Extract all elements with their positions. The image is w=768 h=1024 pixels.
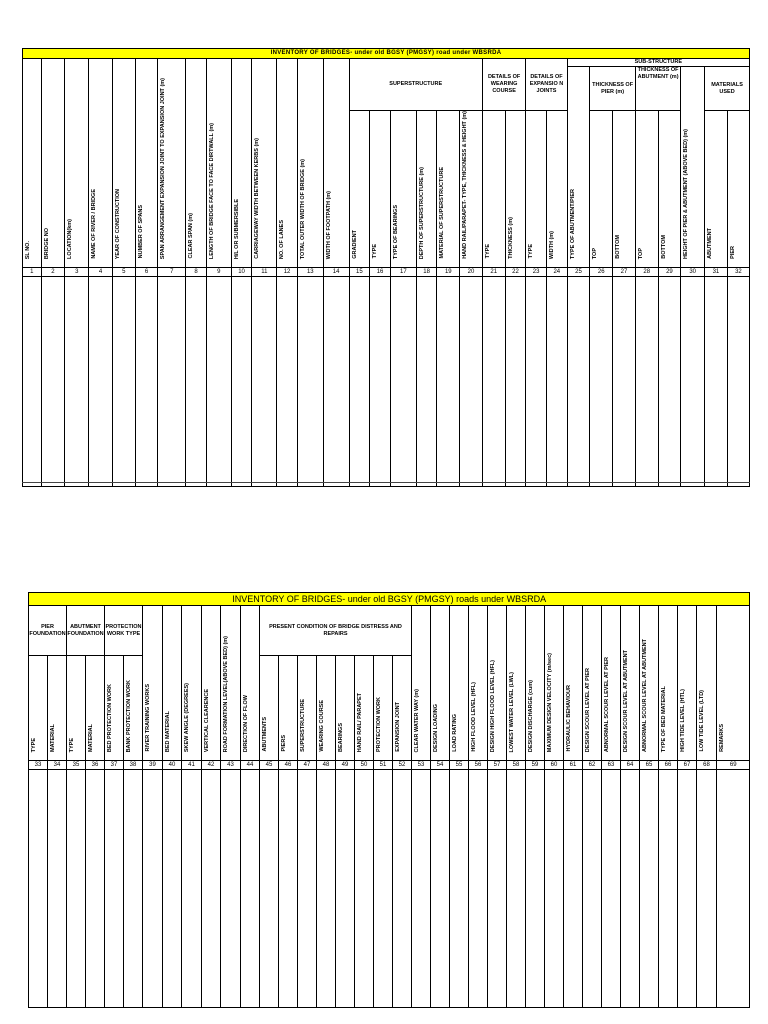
column-number: 31 — [705, 267, 728, 276]
col-header: WIDTH (m) — [546, 111, 567, 268]
table-1-title: INVENTORY OF BRIDGES- under old BGSY (PMGSY) road under WBSRDA — [23, 49, 750, 59]
data-cell[interactable] — [323, 276, 349, 486]
col-header: CLEAR WATER WAY (m) — [412, 606, 431, 761]
data-cell[interactable] — [507, 770, 526, 1008]
data-cell[interactable] — [697, 770, 717, 1008]
col-header: BED MATERIAL — [163, 606, 182, 761]
col-header: RIVER TRAINING WORKS — [143, 606, 163, 761]
data-cell[interactable] — [89, 276, 113, 486]
col-header: HYDRAULIC BEHAVIOUR — [564, 606, 583, 761]
col-header: VERTICAL CLEARENCE — [202, 606, 221, 761]
column-number: 62 — [583, 761, 602, 770]
data-cell[interactable] — [65, 276, 89, 486]
col-header: TYPE OF BED MATERIAL — [659, 606, 678, 761]
data-cell[interactable] — [206, 276, 231, 486]
data-cell[interactable] — [336, 770, 355, 1008]
table-2-empty-body — [29, 770, 750, 1008]
col-header: SPAN ARRANGEMENT EXPANSION JOINT TO EXPANSION JOINT (m) — [158, 59, 186, 268]
col-header: EXPANSION JOINT — [393, 656, 412, 761]
column-number: 33 — [29, 761, 48, 770]
column-number: 57 — [488, 761, 507, 770]
data-cell[interactable] — [41, 276, 65, 486]
col-header: NUMBER OF SPANS — [135, 59, 158, 268]
column-number: 69 — [717, 761, 750, 770]
col-header: PROTECTION WORK — [374, 656, 393, 761]
data-cell[interactable] — [390, 276, 416, 486]
col-header: HIGH TIDE LEVEL (HTL) — [678, 606, 697, 761]
data-cell[interactable] — [67, 770, 86, 1008]
data-cell[interactable] — [681, 276, 705, 486]
col-header: PIER — [727, 111, 749, 268]
data-cell[interactable] — [124, 770, 143, 1008]
col-header: BOTTOM — [613, 111, 636, 268]
column-number: 24 — [546, 267, 567, 276]
col-header: DESIGN SCOUR LEVEL AT ABUTMENT — [621, 606, 640, 761]
column-number: 51 — [374, 761, 393, 770]
data-cell[interactable] — [640, 770, 659, 1008]
column-number: 3 — [65, 267, 89, 276]
column-number: 6 — [135, 267, 158, 276]
column-number: 54 — [431, 761, 450, 770]
col-header: TOP — [635, 111, 658, 268]
column-number: 60 — [545, 761, 564, 770]
col-header: LOCATION(km) — [65, 59, 89, 268]
column-number: 48 — [317, 761, 336, 770]
col-header: HIGH FLOOD LEVEL (HFL) — [469, 606, 488, 761]
col-header: TYPE OF BEARINGS — [390, 111, 416, 268]
column-number: 27 — [613, 267, 636, 276]
col-header: BOTTOM — [658, 111, 681, 268]
group-superstructure: SUPERSTRUCTURE — [349, 59, 482, 111]
col-header: WIDTH OF FOOTPATH (m) — [323, 59, 349, 268]
column-number: 1 — [23, 267, 42, 276]
column-number: 7 — [158, 267, 186, 276]
col-header: SKEW ANGLE (DEGREES) — [182, 606, 202, 761]
col-header: MAXIMUM DESIGN VELOCITY (m/sec) — [545, 606, 564, 761]
data-cell[interactable] — [505, 276, 526, 486]
col-header: ABUTMENTS — [260, 656, 279, 761]
data-cell[interactable] — [105, 770, 124, 1008]
data-cell[interactable] — [659, 770, 678, 1008]
column-number: 11 — [252, 267, 277, 276]
page-divider — [22, 482, 750, 483]
data-cell[interactable] — [717, 770, 750, 1008]
data-cell[interactable] — [526, 276, 547, 486]
data-cell[interactable] — [317, 770, 336, 1008]
col-header: LOAD RATING — [450, 606, 469, 761]
column-number: 36 — [86, 761, 105, 770]
column-number: 18 — [416, 267, 437, 276]
col-header: TYPE — [370, 111, 391, 268]
data-cell[interactable] — [231, 276, 252, 486]
col-header: H/L OR SUBMERSIBLE — [231, 59, 252, 268]
column-number: 68 — [697, 761, 717, 770]
col-header: TOTAL OUTER WIDTH OF BRIDGE (m) — [297, 59, 323, 268]
col-header: LOWEST WATER LEVEL (LWL) — [507, 606, 526, 761]
column-number: 30 — [681, 267, 705, 276]
col-header: THICKNESS (m) — [505, 111, 526, 268]
column-number: 20 — [460, 267, 483, 276]
data-cell[interactable] — [297, 276, 323, 486]
column-number: 63 — [602, 761, 621, 770]
data-cell[interactable] — [469, 770, 488, 1008]
data-cell[interactable] — [564, 770, 583, 1008]
col-header: TYPE — [526, 111, 547, 268]
group-expansion-joints: DETAILS OF EXPANSIO N JOINTS — [526, 59, 567, 111]
column-number: 50 — [355, 761, 374, 770]
column-number: 32 — [727, 267, 749, 276]
col-header: MATERIAL — [48, 656, 67, 761]
column-number: 42 — [202, 761, 221, 770]
data-cell[interactable] — [437, 276, 460, 486]
data-cell[interactable] — [488, 770, 507, 1008]
column-number: 14 — [323, 267, 349, 276]
data-cell[interactable] — [412, 770, 431, 1008]
data-cell[interactable] — [355, 770, 374, 1008]
data-cell[interactable] — [186, 276, 207, 486]
column-number: 34 — [48, 761, 67, 770]
data-cell[interactable] — [431, 770, 450, 1008]
column-number: 23 — [526, 267, 547, 276]
col-header: DESIGN HIGH FLOOD LEVEL (HFL) — [488, 606, 507, 761]
bridge-inventory-table-2 — [28, 592, 750, 1008]
col-header: TYPE OF ABUTMENT/PIER — [567, 67, 590, 268]
data-cell[interactable] — [374, 770, 393, 1008]
data-cell[interactable] — [86, 770, 105, 1008]
column-number: 25 — [567, 267, 590, 276]
data-cell[interactable] — [202, 770, 221, 1008]
data-cell[interactable] — [349, 276, 370, 486]
column-number-row — [23, 267, 750, 276]
column-number: 45 — [260, 761, 279, 770]
data-cell[interactable] — [678, 770, 697, 1008]
column-number: 29 — [658, 267, 681, 276]
col-header: PIERS — [279, 656, 298, 761]
column-number: 44 — [241, 761, 260, 770]
column-number: 59 — [526, 761, 545, 770]
group-present-condition: PRESENT CONDITION OF BRIDGE DISTRESS AND REPAIRS — [260, 606, 412, 656]
column-number: 9 — [206, 267, 231, 276]
column-number: 52 — [393, 761, 412, 770]
group-substructure: SUB-STRUCTURE — [567, 59, 749, 67]
column-number: 19 — [437, 267, 460, 276]
table-1-empty-body — [23, 276, 750, 486]
data-cell[interactable] — [298, 770, 317, 1008]
data-cell[interactable] — [135, 276, 158, 486]
column-number: 28 — [635, 267, 658, 276]
column-number: 2 — [41, 267, 65, 276]
data-cell[interactable] — [143, 770, 163, 1008]
data-cell[interactable] — [658, 276, 681, 486]
column-number: 39 — [143, 761, 163, 770]
column-number: 8 — [186, 267, 207, 276]
column-number: 49 — [336, 761, 355, 770]
data-cell[interactable] — [252, 276, 277, 486]
data-cell[interactable] — [277, 276, 298, 486]
column-number: 43 — [221, 761, 241, 770]
data-cell[interactable] — [482, 276, 505, 486]
data-cell[interactable] — [526, 770, 545, 1008]
data-cell[interactable] — [23, 276, 42, 486]
data-cell[interactable] — [370, 276, 391, 486]
col-header: HAND RAIL/PARAPET- TYPE, THICKNESS & HEIGHT (m) — [460, 111, 483, 268]
col-header: NO. OF LANES — [277, 59, 298, 268]
column-number: 66 — [659, 761, 678, 770]
bridge-inventory-table-1 — [22, 48, 750, 487]
col-header: LOW TIDE LEVEL (LTD) — [697, 606, 717, 761]
data-cell[interactable] — [545, 770, 564, 1008]
column-number: 46 — [279, 761, 298, 770]
table-2-title: INVENTORY OF BRIDGES- under old BGSY (PMGSY) roads under WBSRDA — [29, 593, 750, 606]
col-header: DESIGN DISCHARGE (cum) — [526, 606, 545, 761]
col-header: CARRIAGEWAY WIDTH BETWEEN KERBS (m) — [252, 59, 277, 268]
group-wearing-course: DETAILS OF WEARING COURSE — [482, 59, 525, 111]
col-header: BRIDGE NO — [41, 59, 65, 268]
column-number: 21 — [482, 267, 505, 276]
group-abutment-thickness: THICKNESS OF ABUTMENT (m) — [635, 67, 680, 111]
data-cell[interactable] — [590, 276, 613, 486]
col-header: REMARKS — [717, 606, 750, 761]
column-number: 4 — [89, 267, 113, 276]
group-pier-thickness: THICKNESS OF PIER (m) — [590, 67, 635, 111]
col-header: HAND RAIL/ PARAPET — [355, 656, 374, 761]
data-cell[interactable] — [567, 276, 590, 486]
data-cell[interactable] — [48, 770, 67, 1008]
column-number: 5 — [112, 267, 135, 276]
data-cell[interactable] — [460, 276, 483, 486]
col-header: NAME OF RIVER / BRIDGE — [89, 59, 113, 268]
data-cell[interactable] — [29, 770, 48, 1008]
col-header: LENGTH OF BRIDGE FACE TO FACE DIRTWALL (m) — [206, 59, 231, 268]
data-cell[interactable] — [221, 770, 241, 1008]
column-number: 15 — [349, 267, 370, 276]
col-header: ROAD FORMATION LEVEL(ABOVE BED) (m) — [221, 606, 241, 761]
col-header: HEIGHT OF PIER & ABUTMENT (ABOVE BED) (m) — [681, 67, 705, 268]
column-number: 16 — [370, 267, 391, 276]
column-number: 12 — [277, 267, 298, 276]
data-cell[interactable] — [705, 276, 728, 486]
column-number: 56 — [469, 761, 488, 770]
col-header: ABNORMAL SCOUR LEVEL AT ABUTMENT — [640, 606, 659, 761]
data-cell[interactable] — [450, 770, 469, 1008]
col-header: YEAR OF CONSTRUCTION — [112, 59, 135, 268]
col-header: DEPTH OF SUPERSTRUCTURE (m) — [416, 111, 437, 268]
data-cell[interactable] — [546, 276, 567, 486]
data-cell[interactable] — [182, 770, 202, 1008]
column-number: 67 — [678, 761, 697, 770]
data-cell[interactable] — [112, 276, 135, 486]
col-header: TYPE — [482, 111, 505, 268]
column-number: 35 — [67, 761, 86, 770]
data-cell[interactable] — [621, 770, 640, 1008]
column-number: 10 — [231, 267, 252, 276]
column-number-row — [29, 761, 750, 770]
column-number: 64 — [621, 761, 640, 770]
col-header: BEARINGS — [336, 656, 355, 761]
column-number: 55 — [450, 761, 469, 770]
data-cell[interactable] — [158, 276, 186, 486]
col-header: CLEAR SPAN (m) — [186, 59, 207, 268]
col-header: TYPE — [29, 656, 48, 761]
col-header: MATERIAL OF SUPERSTRUCTURE — [437, 111, 460, 268]
column-number: 58 — [507, 761, 526, 770]
data-cell[interactable] — [635, 276, 658, 486]
col-header: BANK PROTECTION WORK — [124, 656, 143, 761]
column-number: 61 — [564, 761, 583, 770]
column-number: 13 — [297, 267, 323, 276]
data-cell[interactable] — [613, 276, 636, 486]
col-header: DESIGN LOADING — [431, 606, 450, 761]
data-cell[interactable] — [241, 770, 260, 1008]
col-header: DIRECTION OF FLOW — [241, 606, 260, 761]
column-number: 47 — [298, 761, 317, 770]
data-cell[interactable] — [279, 770, 298, 1008]
data-cell[interactable] — [393, 770, 412, 1008]
column-number: 26 — [590, 267, 613, 276]
column-number: 65 — [640, 761, 659, 770]
column-number: 37 — [105, 761, 124, 770]
data-cell[interactable] — [260, 770, 279, 1008]
data-cell[interactable] — [163, 770, 182, 1008]
column-number: 41 — [182, 761, 202, 770]
col-header: TOP — [590, 111, 613, 268]
data-cell[interactable] — [583, 770, 602, 1008]
column-number: 17 — [390, 267, 416, 276]
column-number: 38 — [124, 761, 143, 770]
group-pier-foundation: PIER FOUNDATION — [29, 606, 67, 656]
col-header: WEARING COURSE — [317, 656, 336, 761]
data-cell[interactable] — [602, 770, 621, 1008]
col-header: MATERIAL — [86, 656, 105, 761]
col-header: SL NO. — [23, 59, 42, 268]
col-header: SUPERSTRUCTURE — [298, 656, 317, 761]
group-protection-work-type: PROTECTION WORK TYPE — [105, 606, 143, 656]
column-number: 53 — [412, 761, 431, 770]
data-cell[interactable] — [727, 276, 749, 486]
data-cell[interactable] — [416, 276, 437, 486]
col-header: ABUTMENT — [705, 111, 728, 268]
column-number: 40 — [163, 761, 182, 770]
column-number: 22 — [505, 267, 526, 276]
col-header: DESIGN SCOUR LEVEL AT PIER — [583, 606, 602, 761]
group-abutment-foundation: ABUTMENT FOUNDATION — [67, 606, 105, 656]
col-header: TYPE — [67, 656, 86, 761]
group-materials-used: MATERIALS USED — [705, 67, 750, 111]
col-header: ABNORMAL SCOUR LEVEL AT PIER — [602, 606, 621, 761]
col-header: GRADIENT — [349, 111, 370, 268]
col-header: BED PROTECTION WORK — [105, 656, 124, 761]
